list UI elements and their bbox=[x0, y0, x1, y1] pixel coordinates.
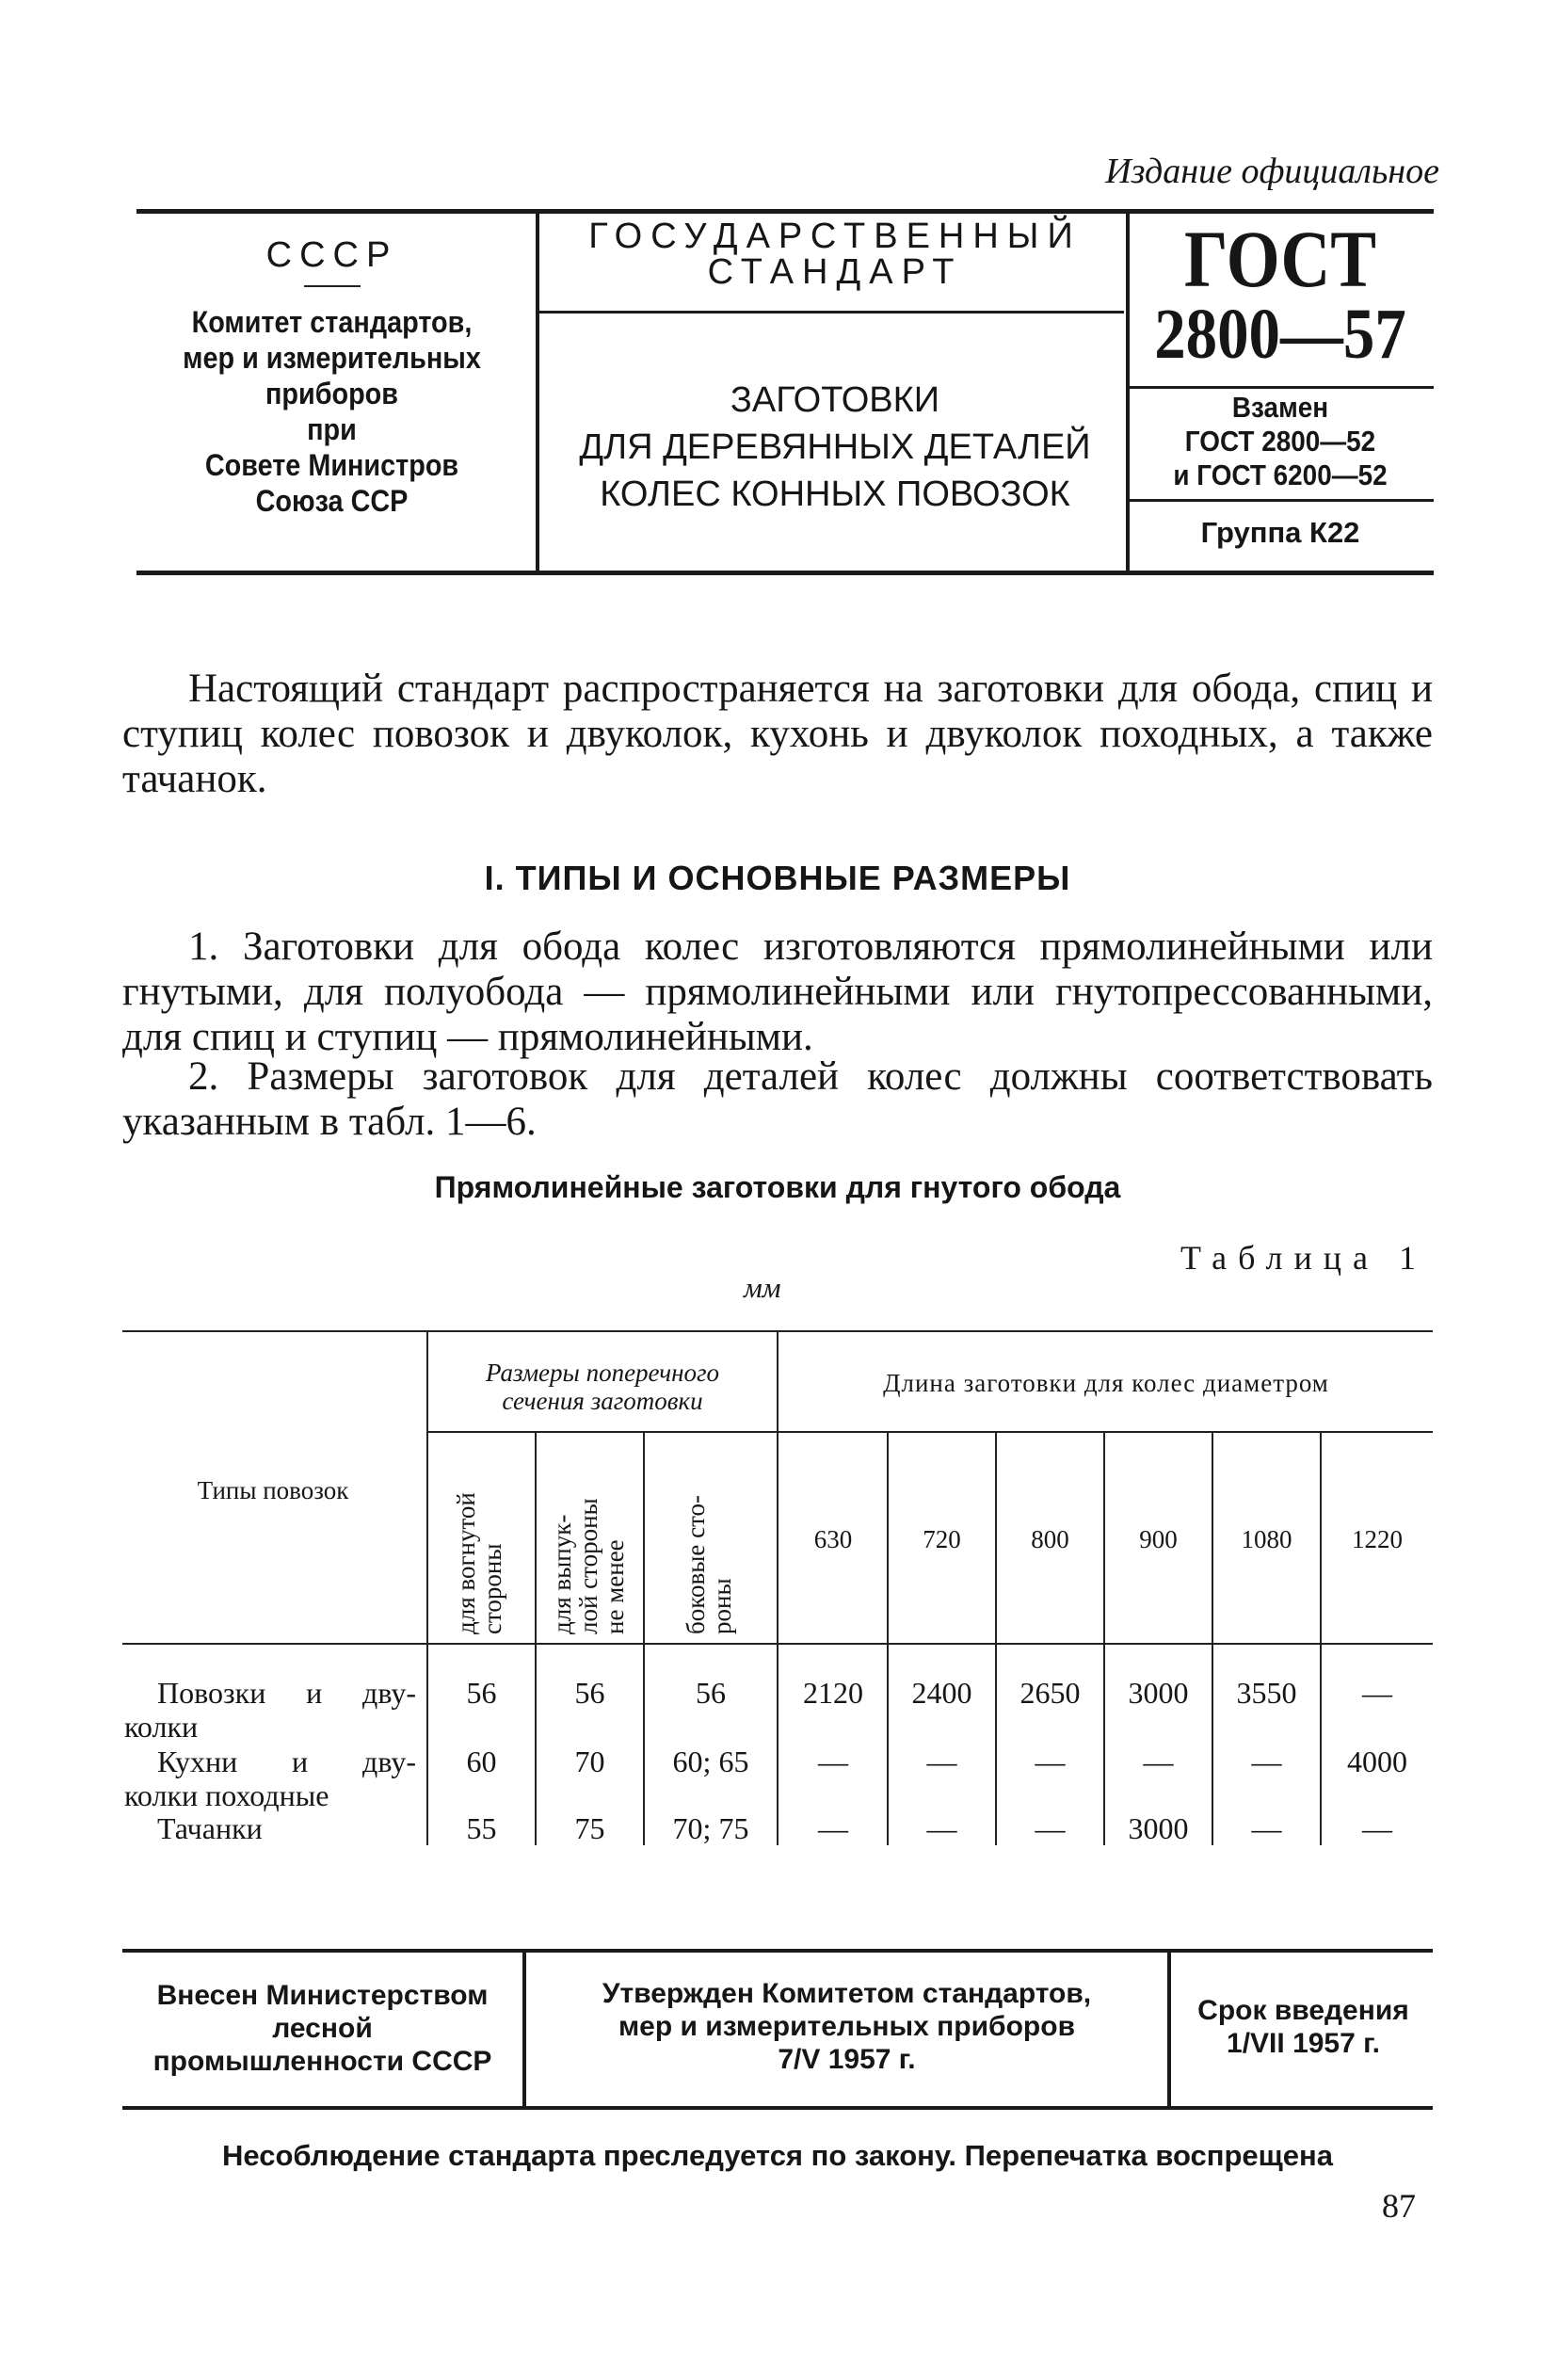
replaces-block: Взамен ГОСТ 2800—52 и ГОСТ 6200—52 bbox=[1173, 391, 1388, 491]
table-col-line bbox=[1320, 1433, 1322, 1845]
paragraph-2: 2. Размеры заготовок для деталей колес должны соответствовать указанным в табл. 1—6. bbox=[122, 1054, 1433, 1144]
table-cell: 4000 bbox=[1347, 1745, 1407, 1778]
table-cell: 56 bbox=[466, 1676, 497, 1710]
table-cell: 2120 bbox=[803, 1676, 863, 1710]
table-cell: 70 bbox=[574, 1745, 605, 1778]
subheader-concave-side: для вогнутой стороны bbox=[452, 1492, 506, 1634]
table-col-line bbox=[995, 1433, 997, 1845]
header-divider-1 bbox=[536, 213, 539, 571]
legal-warning: Несоблюдение стандарта преследуется по закону. Перепечатка воспрещена bbox=[221, 2139, 1334, 2172]
diameter-630: 630 bbox=[813, 1525, 853, 1553]
header-middle-rule bbox=[538, 311, 1124, 314]
table-col-line bbox=[535, 1433, 537, 1845]
header-right-rule-1 bbox=[1129, 386, 1434, 389]
table-subheader-rule bbox=[428, 1431, 1433, 1433]
committee-name: Комитет стандартов, мер и измерительных приборов при Совете Министров Союза ССР bbox=[183, 305, 481, 518]
header-length: Длина заготовки для колес диаметром bbox=[883, 1369, 1329, 1397]
row-label: Тачанки bbox=[157, 1811, 263, 1845]
footer-bottom-rule bbox=[122, 2106, 1433, 2110]
diameter-900: 900 bbox=[1139, 1525, 1178, 1553]
header-bottom-rule bbox=[136, 571, 1434, 575]
standard-title: ЗАГОТОВКИ ДЛЯ ДЕРЕВЯННЫХ ДЕТАЛЕЙ КОЛЕС КОННЫХ ПОВОЗОК bbox=[579, 380, 1091, 514]
table-cell: 70; 75 bbox=[672, 1811, 749, 1845]
introduced-by: Внесен Министерством лесной промышленности СССР bbox=[152, 1980, 492, 2077]
page-number: 87 bbox=[1382, 2187, 1416, 2225]
approved-by: Утвержден Комитетом стандартов, мер и измерительных приборов 7/V 1957 г. bbox=[602, 1978, 1092, 2075]
table-cell: — bbox=[1362, 1811, 1392, 1845]
table-cell: 3000 bbox=[1128, 1676, 1189, 1710]
table-number: Таблица 1 bbox=[1180, 1239, 1427, 1277]
table-cell: — bbox=[1362, 1676, 1392, 1710]
diameter-720: 720 bbox=[923, 1525, 961, 1553]
header-vehicle-types: Типы повозок bbox=[197, 1476, 349, 1504]
row-label: Кухни и дву- колки походные bbox=[124, 1745, 416, 1812]
table-cell: 55 bbox=[466, 1811, 497, 1845]
issuer-block bbox=[136, 235, 527, 519]
subheader-lateral-sides: боковые сто- роны bbox=[682, 1494, 736, 1634]
diameter-1220: 1220 bbox=[1352, 1525, 1403, 1553]
table-col-line bbox=[1103, 1433, 1105, 1845]
table-col-line bbox=[777, 1332, 778, 1845]
table-cell: 3000 bbox=[1128, 1811, 1189, 1845]
table-cell: — bbox=[1035, 1811, 1066, 1845]
table-cell: — bbox=[1251, 1811, 1282, 1845]
table-cell: 56 bbox=[574, 1676, 605, 1710]
table-cell: — bbox=[926, 1745, 957, 1778]
table-cell: — bbox=[818, 1811, 848, 1845]
gost-label: ГОСТ bbox=[1184, 214, 1376, 304]
gost-number: 2800—57 bbox=[1154, 295, 1406, 374]
table-title: Прямолинейные заготовки для гнутого обода bbox=[434, 1170, 1121, 1204]
paragraph-1: 1. Заготовки для обода колес изготовляются прямолинейными или гнутыми, для полуобода — прямолинейными или гнутопрессованными, для спиц и ступиц — прямолинейными. bbox=[122, 925, 1433, 1059]
standard-type: ГОСУДАРСТВЕННЫЙ СТАНДАРТ bbox=[588, 217, 1082, 292]
table-cell: 2650 bbox=[1019, 1676, 1081, 1710]
footer-divider-1 bbox=[522, 1953, 526, 2106]
table-col-line bbox=[1212, 1433, 1213, 1845]
table-cell: — bbox=[818, 1745, 848, 1778]
intro-paragraph: Настоящий стандарт распространяется на заготовки для обода, спиц и ступиц колес повозок и двуколок, кухонь и двуколок походных, а также тачанок. bbox=[122, 667, 1433, 801]
row-label: Повозки и дву- колки bbox=[124, 1676, 416, 1744]
table-unit: мм bbox=[744, 1271, 781, 1304]
country-name: СССР bbox=[265, 235, 398, 275]
footer-top-rule bbox=[122, 1949, 1433, 1953]
table-cell: — bbox=[1251, 1745, 1282, 1778]
table-cell: — bbox=[1143, 1745, 1174, 1778]
section-title: I. ТИПЫ И ОСНОВНЫЕ РАЗМЕРЫ bbox=[484, 859, 1071, 897]
table-cell: — bbox=[1035, 1745, 1066, 1778]
table-col-line bbox=[643, 1433, 645, 1845]
table-cell: 75 bbox=[574, 1811, 605, 1845]
diameter-800: 800 bbox=[1031, 1525, 1069, 1553]
table-col-line bbox=[887, 1433, 889, 1845]
header-cross-section: Размеры поперечного сечения заготовки bbox=[486, 1359, 719, 1415]
effective-date: Срок введения 1/VII 1957 г. bbox=[1197, 1995, 1409, 2059]
diameter-1080: 1080 bbox=[1241, 1525, 1292, 1553]
table-cell: 2400 bbox=[911, 1676, 972, 1710]
table-cell: 60 bbox=[466, 1745, 497, 1778]
footer-divider-2 bbox=[1167, 1953, 1171, 2106]
group-code: Группа К22 bbox=[1200, 516, 1360, 549]
table-cell: 3550 bbox=[1236, 1676, 1297, 1710]
edition-note: Издание официальное bbox=[1105, 152, 1439, 191]
table-cell: — bbox=[926, 1811, 957, 1845]
header-right-rule-2 bbox=[1129, 499, 1434, 502]
country-dash bbox=[304, 285, 361, 287]
table-cell: 60; 65 bbox=[672, 1745, 749, 1778]
subheader-convex-side: для выпук- лой стороны не менее bbox=[548, 1498, 629, 1634]
table-cell: 56 bbox=[696, 1676, 726, 1710]
